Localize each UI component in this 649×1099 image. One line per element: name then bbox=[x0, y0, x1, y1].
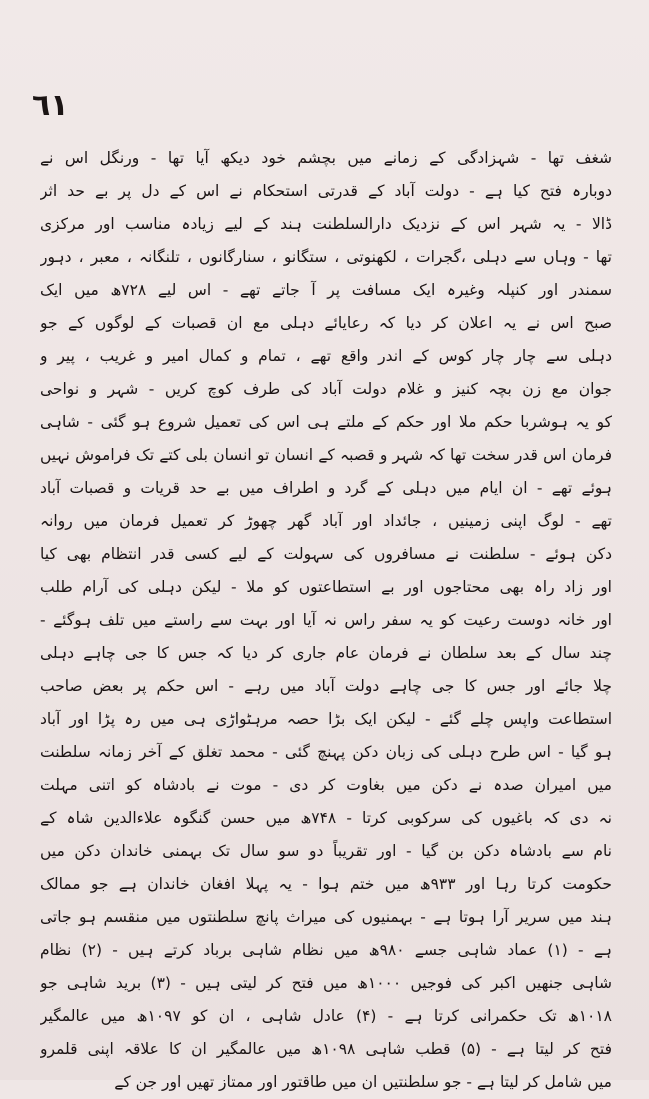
text-line: چلا جائے اور جس کا جی چاہے دولت آباد میں رہے - اس حکم پر بعض صاحب bbox=[40, 677, 612, 695]
text-line: حکومت کرتا رہا اور ۹۳۳ھ میں ختم ہوا - یہ پہلا افغان خاندان ہے جو ممالک bbox=[40, 875, 612, 893]
text-line: سمندر اور کنپلہ وغیرہ ایک مسافت پر آ جاتے تھے - اس لیے ۷۲۸ھ میں ایک bbox=[40, 281, 612, 299]
text-line: ہے - (۱) عماد شاہی جسے ۹۸۰ھ میں نظام شاہی برباد کرتے ہیں - (۲) نظام bbox=[40, 941, 612, 959]
text-line: شاہی جنھیں اکبر کی فوجیں ۱۰۰۰ھ میں فتح کر لیتی ہیں - (۳) برید شاہی جو bbox=[40, 974, 612, 992]
body-text bbox=[40, 142, 612, 1099]
text-line: جوان مع زن بچہ کنیز و غلام دولت آباد کی طرف کوچ کریں - شہر و نواحی bbox=[40, 380, 612, 398]
text-line: ڈالا - یہ شہر اس کے نزدیک دارالسلطنت ہند کے لیے زیادہ مناسب اور مرکزی bbox=[40, 215, 612, 233]
text-line: ۱۰۱۸ھ تک حکمرانی کرتا ہے - (۴) عادل شاہی ، ان کو ۱۰۹۷ھ میں عالمگیر bbox=[40, 1007, 612, 1025]
text-line: اور خانہ دوست رعیت کو یہ سفر راس نہ آیا اور بہت سے راستے میں تلف ہوگئے - bbox=[40, 611, 612, 629]
text-line: نہ دی کہ باغیوں کی سرکوبی کرتا - ۷۴۸ھ میں حسن گنگوہ علاءالدین شاہ کے bbox=[40, 809, 612, 827]
text-line: ہند میں سریر آرا ہوتا ہے - بہمنیوں کی میراث پانچ سلطنتوں میں منقسم ہو جاتی bbox=[40, 908, 612, 926]
text-line: تھا - وہاں سے دہلی ،گجرات ، لکھنوتی ، ستگانو ، سنارگانوں ، تلنگانہ ، معبر ، دہور bbox=[40, 248, 612, 266]
text-line: دہلی سے چار چار کوس کے اندر واقع تھے ، تمام و کمال امیر و غریب ، پیر و bbox=[40, 347, 612, 365]
text-line: نام سے بادشاہ دکن بن گیا - اور تقریباً دو سو سال تک بہمنی خاندان دکن میں bbox=[40, 842, 612, 860]
text-line: استطاعت واپس چلے گئے - لیکن ایک بڑا حصہ مرہٹواڑی ہی میں رہ پڑا اور آباد bbox=[40, 710, 612, 728]
text-line: دکن ہوئے - سلطنت نے مسافروں کی سہولت کے لیے کسی قدر انتظام بھی کیا bbox=[40, 545, 612, 563]
text-line: صبح اس نے یہ اعلان کر دیا کہ رعایائے دہلی مع ان قصبات کے لوگوں کے جو bbox=[40, 314, 612, 332]
text-line: دوبارہ فتح کیا ہے - دولت آباد کے قدرتی استحکام نے اس کے دل پر بے حد اثر bbox=[40, 182, 612, 200]
text-line: میں امیران صدہ نے دکن میں بغاوت کر دی - موت نے بادشاہ کو اتنی مہلت bbox=[40, 776, 612, 794]
text-line: شغف تھا - شہزادگی کے زمانے میں بچشم خود دیکھ آیا تھا - ورنگل اس نے bbox=[40, 149, 612, 167]
text-line: اور زاد راہ بھی محتاجوں اور بے استطاعتوں کو ملا - لیکن دہلی کی آرام طلب bbox=[40, 578, 612, 596]
text-line: فتح کر لیتا ہے - (۵) قطب شاہی ۱۰۹۸ھ میں عالمگیر ان کا علاقہ اپنی قلمرو bbox=[40, 1040, 612, 1058]
text-line: فرمان اس قدر سخت تھا کہ شہر و قصبہ کے انسان تو انسان بلی کتے تک فراموش نہیں bbox=[40, 446, 612, 464]
text-line: چند سال کے بعد سلطان نے فرمان عام جاری کر دیا کہ جس کا جی چاہے دہلی bbox=[40, 644, 612, 662]
text-line: میں شامل کر لیتا ہے - جو سلطنتیں ان میں طاقتور اور ممتاز تھیں اور جن کے bbox=[114, 1073, 612, 1091]
page-number: ٦١ bbox=[32, 88, 69, 123]
text-line: ہو گیا - اس طرح دہلی کی زبان دکن پہنچ گئی - محمد تغلق کے آخر زمانہ سلطنت bbox=[40, 743, 612, 761]
text-line: تھے - لوگ اپنی زمینیں ، جائداد اور آباد گھر چھوڑ کر تعمیل فرمان میں روانہ bbox=[40, 512, 612, 530]
text-line: ہوئے تھے - ان ایام میں دہلی کے گرد و اطراف میں بے حد قریات و قصبات آباد bbox=[40, 479, 612, 497]
text-line: کو یہ ہوشربا حکم ملا اور حکم کے ملتے ہی اس کی تعمیل شروع ہو گئی - شاہی bbox=[40, 413, 612, 431]
